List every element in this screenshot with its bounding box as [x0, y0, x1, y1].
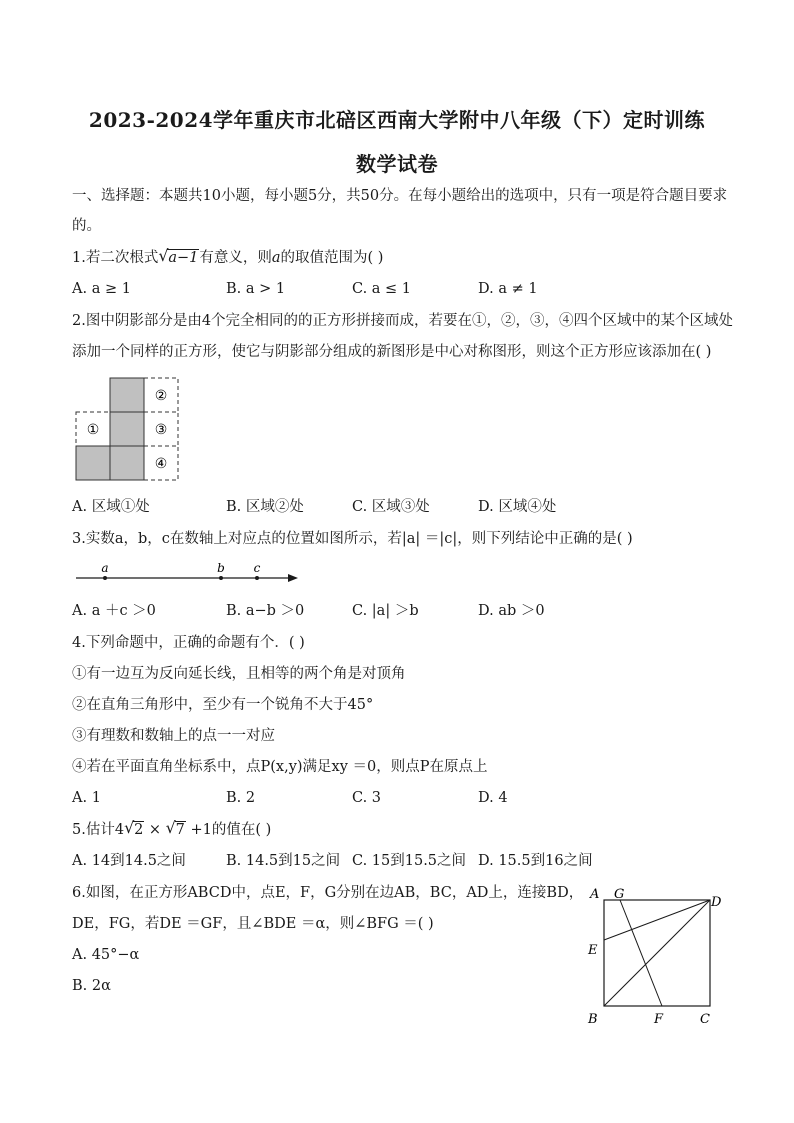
q1-stem-b: 有意义，则	[199, 250, 272, 266]
q6-label-c: C	[700, 1012, 710, 1027]
q3-option-c: C. |a| ＞b	[352, 603, 419, 619]
q4-item-3: ③有理数和数轴上的点一一对应	[72, 728, 275, 744]
q6-label-g: G	[614, 887, 625, 902]
q2-option-a: A. 区域①处	[72, 499, 150, 515]
q1-var: a	[271, 250, 281, 266]
q2-option-c: C. 区域③处	[352, 499, 430, 515]
section-instructions-line1: 一、选择题：本题共10小题，每小题5分，共50分。在每小题给出的选项中，只有一项是符合题目要求	[72, 188, 728, 204]
q6-stem-line2: DE，FG，若DE ＝GF，且∠BDE ＝α，则∠BFG ＝( )	[72, 916, 434, 932]
section-instructions-line2: 的。	[72, 218, 101, 234]
q2-shaded-square	[110, 378, 144, 412]
q2-label-1: ①	[86, 422, 100, 438]
q3-option-a: A. a ＋c ＞0	[72, 603, 156, 619]
q4-item-4: ④若在平面直角坐标系中，点P(x,y)满足xy ＝0，则点P在原点上	[72, 759, 488, 775]
q4-option-d: D. 4	[478, 790, 508, 806]
q5-option-b: B. 14.5到15之间	[226, 853, 341, 869]
q4-item-2: ②在直角三角形中，至少有一个锐角不大于45°	[72, 697, 374, 713]
q6-segment-fg	[620, 900, 662, 1006]
q1-sqrt: √ a−1	[158, 246, 199, 266]
q6-stem-line1: 6.如图，在正方形ABCD中，点E，F，G分别在边AB，BC，AD上，连接BD，	[72, 885, 584, 901]
q4-option-c: C. 3	[352, 790, 382, 806]
q5-stem-b: +1的值在( )	[185, 822, 272, 838]
q5-sqrt-1: √ 2	[124, 818, 144, 838]
q2-label-4: ④	[154, 456, 168, 472]
q6-option-a: A. 45°−α	[72, 947, 140, 963]
q6-label-e: E	[588, 943, 598, 958]
q2-option-d: D. 区域④处	[478, 499, 557, 515]
q5-radicand-2: 7	[175, 822, 185, 838]
q2-stem-line1: 2.图中阴影部分是由4个完全相同的的正方形拼接而成，若要在①，②，③，④四个区域中的某个区域处	[72, 313, 734, 329]
q6-segment-de	[604, 900, 710, 940]
q5-radicand-1: 2	[134, 822, 144, 838]
q6-label-b: B	[588, 1012, 598, 1027]
q2-figure	[72, 374, 184, 484]
q1-option-a: A. a ≥ 1	[72, 281, 131, 297]
q6-square-figure	[580, 880, 730, 1030]
q5-stem-a: 5.估计4	[72, 822, 125, 838]
q5-option-c: C. 15到15.5之间	[352, 853, 467, 869]
q2-shaded-square	[76, 446, 110, 480]
q5-sqrt-2: √ 7	[165, 818, 185, 838]
q1-option-d: D. a ≠ 1	[478, 281, 538, 297]
q3-option-b: B. a−b ＞0	[226, 603, 305, 619]
q6-segment-bd	[604, 900, 710, 1006]
q3-arrow-icon	[288, 574, 298, 582]
q1-stem-a: 1.若二次根式	[72, 250, 159, 266]
q2-shaded-square	[110, 412, 144, 446]
q4-item-1: ①有一边互为反向延长线，且相等的两个角是对顶角	[72, 666, 406, 682]
q5-option-d: D. 15.5到16之间	[478, 853, 593, 869]
q3-number-line	[72, 562, 304, 590]
q5-times: ×	[144, 822, 166, 838]
q1-stem	[72, 248, 383, 268]
q1-option-c: C. a ≤ 1	[352, 281, 412, 297]
q1-stem-c: 的取值范围为( )	[280, 250, 384, 266]
q3-label-b: b	[217, 562, 225, 575]
q2-label-2: ②	[154, 388, 168, 404]
q6-option-b: B. 2α	[72, 978, 111, 994]
q6-label-a: A	[590, 887, 600, 902]
q6-label-d: D	[711, 895, 722, 910]
q2-shaded-square	[110, 446, 144, 480]
q3-point-b	[219, 576, 223, 580]
q2-stem-line2: 添加一个同样的正方形，使它与阴影部分组成的新图形是中心对称图形，则这个正方形应该添加在( )	[72, 344, 712, 360]
q3-point-c	[255, 576, 259, 580]
q1-radicand: a−1	[168, 250, 199, 266]
q3-label-a: a	[101, 562, 109, 575]
exam-title: 2023-2024学年重庆市北碚区西南大学附中八年级（下）定时训练	[88, 108, 706, 132]
q4-option-a: A. 1	[72, 790, 101, 806]
q5-option-a: A. 14到14.5之间	[72, 853, 186, 869]
q5-stem	[72, 820, 271, 840]
q3-option-d: D. ab ＞0	[478, 603, 545, 619]
q4-option-b: B. 2	[226, 790, 256, 806]
q1-option-b: B. a > 1	[226, 281, 286, 297]
q3-stem: 3.实数a，b，c在数轴上对应点的位置如图所示，若|a| ＝|c|，则下列结论中正确的是( )	[72, 531, 633, 547]
q3-point-a	[103, 576, 107, 580]
q4-stem: 4.下列命题中，正确的命题有个．( )	[72, 635, 305, 651]
exam-subtitle: 数学试卷	[356, 152, 438, 176]
q2-option-b: B. 区域②处	[226, 499, 304, 515]
q2-label-3: ③	[154, 422, 168, 438]
q3-label-c: c	[253, 562, 261, 575]
q6-label-f: F	[654, 1012, 664, 1027]
